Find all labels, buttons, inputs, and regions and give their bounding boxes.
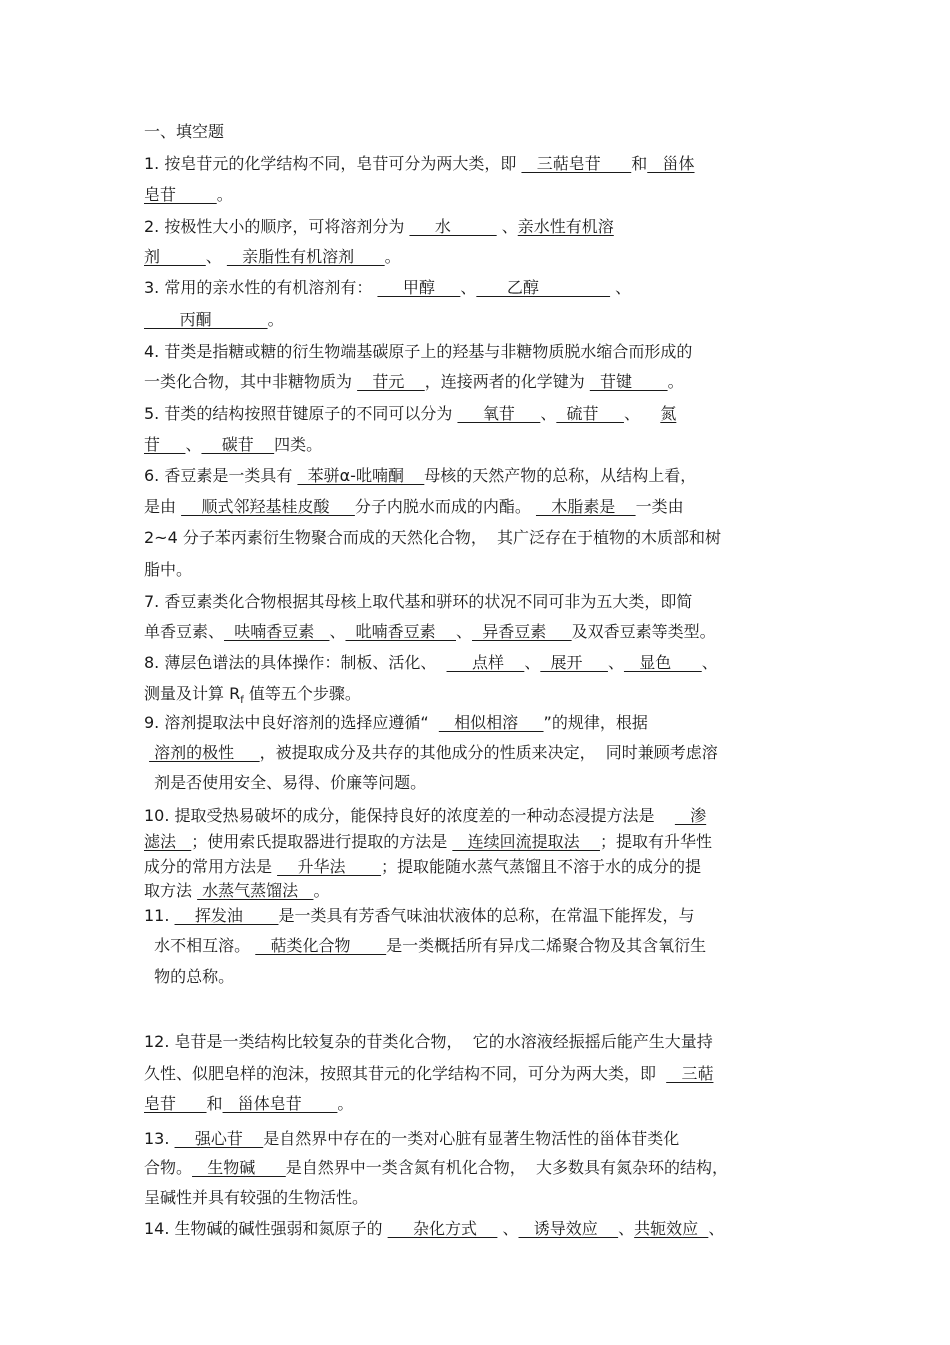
question-text: 。 [216,185,233,204]
answer-blank: 苯骈α-吡喃酮 [297,466,425,485]
answer-blank: 皂苷 [144,185,217,204]
question-text: 1. 按皂苷元的化学结构不同，皂苷可分为两大类，即 [144,154,522,173]
question-text: 、 [623,404,661,423]
question-text: 久性、似肥皂样的泡沫，按照其苷元的化学结构不同，可分为两大类，即 [144,1064,667,1083]
answer-blank: 皂苷 [144,1094,207,1113]
question-text: 是由 [144,497,182,516]
answer-blank: 渗 [674,806,707,825]
text-line [144,1093,353,1115]
answer-blank: 相似相溶 [438,713,544,732]
question-text: 14. 生物碱的碱性强弱和氮原子的 [144,1219,388,1238]
answer-blank: 强心苷 [174,1129,264,1148]
question-text: 11. [144,906,175,925]
question-text: 、 [618,1219,635,1238]
text-line [144,277,631,299]
question-text: 、 [185,435,202,454]
answer-blank: 硫苷 [556,404,624,423]
text-line [144,1031,713,1053]
answer-blank: 氧苷 [457,404,541,423]
text-line [144,880,329,902]
answer-blank: 水 [409,217,497,236]
question-text: 、 [708,1219,725,1238]
question-text: 、 [540,404,557,423]
question-text: ，连接两者的化学键为 [424,372,590,391]
text-line [144,966,234,988]
answer-blank: 呋喃香豆素 [224,622,330,641]
question-text: 、 [497,1219,519,1238]
question-text: 一类由 [635,497,684,516]
question-text: 2. 按极性大小的顺序，可将溶剂分为 [144,217,410,236]
question-text: 5. 苷类的结构按照苷键原子的不同可以分为 [144,404,458,423]
answer-blank: 萜类化合物 [255,936,387,955]
question-text: 值等五个步骤。 [243,684,361,703]
question-text: 、 [701,653,718,672]
answer-blank: 显色 [623,653,702,672]
text-line [144,652,718,674]
answer-blank: 苷 [144,435,186,454]
question-text: 单香豆素、 [144,622,225,641]
question-text: 、 [329,622,346,641]
text-line [144,805,706,827]
question-text: 、 [205,247,227,266]
answer-blank: 连续回流提取法 [452,832,600,851]
question-text: 4. 苷类是指糖或糖的衍生物端基碳原子上的羟基与非糖物质脱水缩合而形成的 [144,342,693,361]
text-line [144,772,426,794]
answer-blank: 升华法 [277,857,382,876]
question-text: 。 [667,372,684,391]
answer-blank: 异香豆素 [472,622,572,641]
question-text: 。 [384,247,401,266]
answer-blank: 甾体 [647,154,695,173]
text-line [144,742,718,764]
answer-blank: 滤法 [144,832,192,851]
text-line [144,935,706,957]
question-text: 和 [206,1094,223,1113]
answer-blank: 展开 [540,653,608,672]
question-text: 。 [267,310,284,329]
answer-blank: 亲水性有机溶 [517,217,614,236]
text-line [144,153,695,175]
question-text: ，被提取成分及共存的其他成分的性质来决定， 同时兼顾考虑溶 [259,743,718,762]
question-text: 、 [460,278,477,297]
answer-blank: 水蒸气蒸馏法 [197,881,314,900]
question-text: 及双香豆素等类型。 [571,622,716,641]
question-text: 四类。 [274,435,323,454]
text-line [144,712,648,734]
answer-blank: 顺式邻羟基桂皮酸 [181,497,355,516]
question-text: 、 [524,653,541,672]
question-text: 是自然界中存在的一类对心脏有显著生物活性的甾体苷类化 [263,1129,680,1148]
question-text: 8. 薄层色谱法的具体操作：制板、活化、 [144,653,447,672]
question-text: 成分的常用方法是 [144,857,278,876]
answer-blank: 杂化方式 [387,1219,498,1238]
text-line [144,1157,728,1179]
text-line [144,1063,713,1085]
text-line [144,1128,679,1150]
question-text: 呈碱性并具有较强的生物活性。 [144,1188,369,1207]
text-line [144,856,701,878]
text-line [144,559,192,581]
question-text: ”的规律，根据 [543,713,648,732]
answer-blank: 甾体皂苷 [222,1094,338,1113]
answer-blank: 溶剂的极性 [149,743,260,762]
text-line [144,831,712,853]
question-text: ；提取能随水蒸气蒸馏且不溶于水的成分的提 [381,857,702,876]
text-line [144,527,721,549]
question-text: 和 [631,154,648,173]
answer-blank: 诱导效应 [518,1219,619,1238]
question-text: 一类化合物，其中非糖物质为 [144,372,358,391]
answer-blank: 挥发油 [174,906,279,925]
text-line [144,371,684,393]
question-text: 取方法 [144,881,198,900]
question-text: ；提取有升华性 [599,832,712,851]
question-text: 6. 香豆素是一类具有 [144,466,298,485]
text-line [144,216,614,238]
text-line [144,341,692,363]
question-text: 、 [456,622,473,641]
text-line [144,184,233,206]
answer-blank: 氮 [660,404,677,423]
question-text: 是一类概括所有异戊二烯聚合物及其含氧衍生 [386,936,707,955]
question-text: 3. 常用的亲水性的有机溶剂有： [144,278,378,297]
question-text: 10. 提取受热易破坏的成分，能保持良好的浓度差的一种动态浸提方法是 [144,806,675,825]
question-text: 2~4 分子苯丙素衍生物聚合而成的天然化合物， 其广泛存在于植物的木质部和树 [144,528,722,547]
question-text: f [240,695,244,707]
answer-blank: 丙酮 [144,310,268,329]
answer-blank: 点样 [446,653,525,672]
section-title: 一、填空题 [144,122,225,141]
text-line [144,621,716,643]
text-line [144,683,361,705]
question-text: 12. 皂苷是一类结构比较复杂的苷类化合物， 它的水溶液经振摇后能产生大量持 [144,1032,713,1051]
question-text: 剂是否使用安全、易得、价廉等问题。 [144,773,427,792]
answer-blank: 剂 [144,247,206,266]
question-text: 分子内脱水而成的内酯。 [354,497,536,516]
text-line [144,465,696,487]
question-text: ；使用索氏提取器进行提取的方法是 [191,832,453,851]
answer-blank: 吡喃香豆素 [345,622,456,641]
question-text: 合物。 [144,1158,193,1177]
text-line [144,1187,368,1209]
question-text: 物的总称。 [144,967,235,986]
answer-blank: 共轭效应 [634,1219,709,1238]
question-text: 9. 溶剂提取法中良好溶剂的选择应遵循“ [144,713,439,732]
answer-blank: 三萜皂苷 [521,154,632,173]
answer-blank: 苷键 [589,372,668,391]
question-text: 。 [337,1094,354,1113]
question-text: 7. 香豆素类化合物根据其母核上取代基和骈环的状况不同可非为五大类，即简 [144,592,693,611]
text-line [144,905,695,927]
question-text: 13. [144,1129,175,1148]
answer-blank: 乙醇 [476,278,611,297]
text-line [144,246,401,268]
answer-blank: 生物碱 [192,1158,286,1177]
answer-blank: 三萜 [666,1064,714,1083]
question-text: 、 [610,278,632,297]
answer-blank: 甲醇 [377,278,461,297]
answer-blank: 亲脂性有机溶剂 [226,247,385,266]
question-text: 。 [313,881,330,900]
question-text: 、 [496,217,518,236]
question-text: 测量及计算 R [144,684,241,703]
question-text: 是自然界中一类含氮有机化合物， 大多数具有氮杂环的结构， [285,1158,728,1177]
question-text: 、 [607,653,624,672]
question-text: 水不相互溶。 [144,936,256,955]
text-line [144,591,692,613]
answer-blank: 碳苷 [201,435,275,454]
question-text: 是一类具有芳香气味油状液体的总称，在常温下能挥发，与 [278,906,695,925]
text-line [144,403,676,425]
text-line [144,1218,724,1240]
text-line [144,434,322,456]
text-line [144,309,284,331]
question-text: 母核的天然产物的总称，从结构上看， [424,466,697,485]
answer-blank: 苷元 [357,372,425,391]
question-text: 脂中。 [144,560,193,579]
answer-blank: 木脂素是 [535,497,636,516]
text-line [144,496,684,518]
